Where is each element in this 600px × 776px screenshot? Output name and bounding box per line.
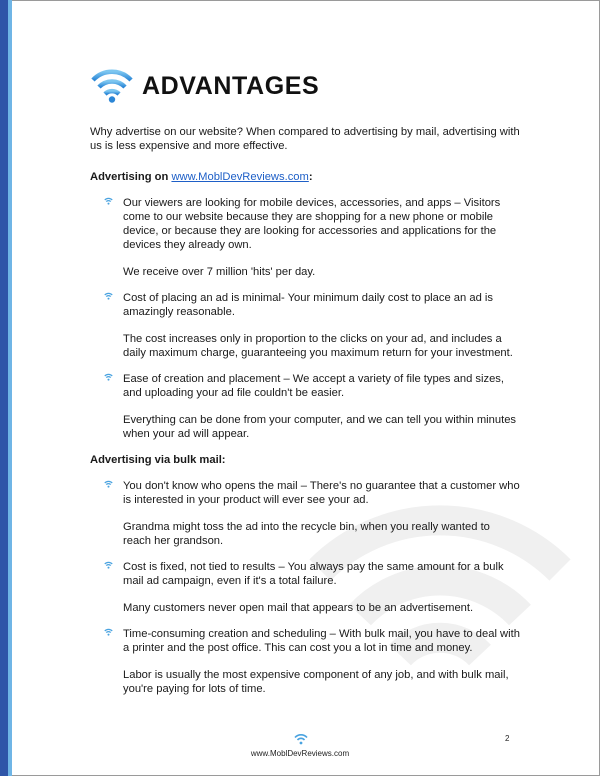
footer-url: www.MoblDevReviews.com bbox=[250, 749, 350, 758]
list-item bbox=[90, 560, 520, 615]
bullet-note: The cost increases only in proportion to the clicks on your ad, and includes a daily maximum charge, guaranteeing you maximum return for your investment. bbox=[123, 333, 513, 359]
list-item bbox=[90, 627, 520, 696]
main-content bbox=[90, 125, 520, 708]
page-number: 2 bbox=[505, 734, 510, 743]
bullet-note: Everything can be done from your computer, and we can tell you within minutes when your ad will appear. bbox=[123, 414, 517, 440]
footer-wifi-icon bbox=[294, 733, 308, 745]
bullet-note: Grandma might toss the ad into the recycle bin, when you really wanted to reach her grandson. bbox=[123, 521, 490, 547]
wifi-bullet-icon bbox=[104, 292, 113, 300]
side-accent-bar bbox=[0, 0, 8, 776]
bullet-note: Labor is usually the most expensive component of any job, and with bulk mail, you're paying for lots of time. bbox=[123, 669, 509, 695]
wifi-icon bbox=[90, 68, 134, 104]
bullet-note: Many customers never open mail that appears to be an advertisement. bbox=[123, 602, 474, 614]
side-accent-stripe bbox=[8, 0, 12, 776]
section-heading-text: Advertising on bbox=[90, 171, 172, 183]
wifi-bullet-icon bbox=[104, 373, 113, 381]
section-heading-bulk-mail: Advertising via bulk mail: bbox=[90, 454, 226, 466]
bullet-text: Cost is fixed, not tied to results – You always pay the same amount for a bulk mail ad campaign, even if it's a total failure. bbox=[123, 561, 504, 587]
list-item bbox=[90, 196, 520, 279]
wifi-bullet-icon bbox=[104, 480, 113, 488]
wifi-bullet-icon bbox=[104, 197, 113, 205]
bullet-text: Ease of creation and placement – We accept a variety of file types and sizes, and uploading your ad file couldn't be easier. bbox=[123, 373, 504, 399]
website-link[interactable]: www.MoblDevReviews.com bbox=[171, 171, 309, 183]
section-heading-website bbox=[90, 170, 520, 184]
bullet-text: Our viewers are looking for mobile devices, accessories, and apps – Visitors come to our website because they are shopping for a new phone or mobile device, or because they are looking for accessories and applications for the devices they already own. bbox=[123, 197, 501, 251]
list-item bbox=[90, 372, 520, 441]
intro-paragraph: Why advertise on our website? When compared to advertising by mail, advertising with us is less expensive and more effective. bbox=[90, 126, 520, 152]
list-item bbox=[90, 291, 520, 360]
bullet-text: Cost of placing an ad is minimal- Your minimum daily cost to place an ad is amazingly reasonable. bbox=[123, 292, 493, 318]
bullet-text: You don't know who opens the mail – There's no guarantee that a customer who is interested in your product will ever see your ad. bbox=[123, 480, 520, 506]
list-item bbox=[90, 479, 520, 548]
section-heading-colon: : bbox=[308, 171, 313, 183]
wifi-bullet-icon bbox=[104, 628, 113, 636]
bullet-note: We receive over 7 million 'hits' per day. bbox=[123, 266, 316, 278]
page-title: ADVANTAGES bbox=[142, 71, 320, 100]
wifi-bullet-icon bbox=[104, 561, 113, 569]
website-advantages-list bbox=[90, 196, 520, 441]
bullet-text: Time-consuming creation and scheduling – With bulk mail, you have to deal with a printer and the post office. This can cost you a lot in time and money. bbox=[123, 628, 520, 654]
page-header bbox=[90, 66, 319, 106]
bulk-mail-disadvantages-list bbox=[90, 479, 520, 696]
